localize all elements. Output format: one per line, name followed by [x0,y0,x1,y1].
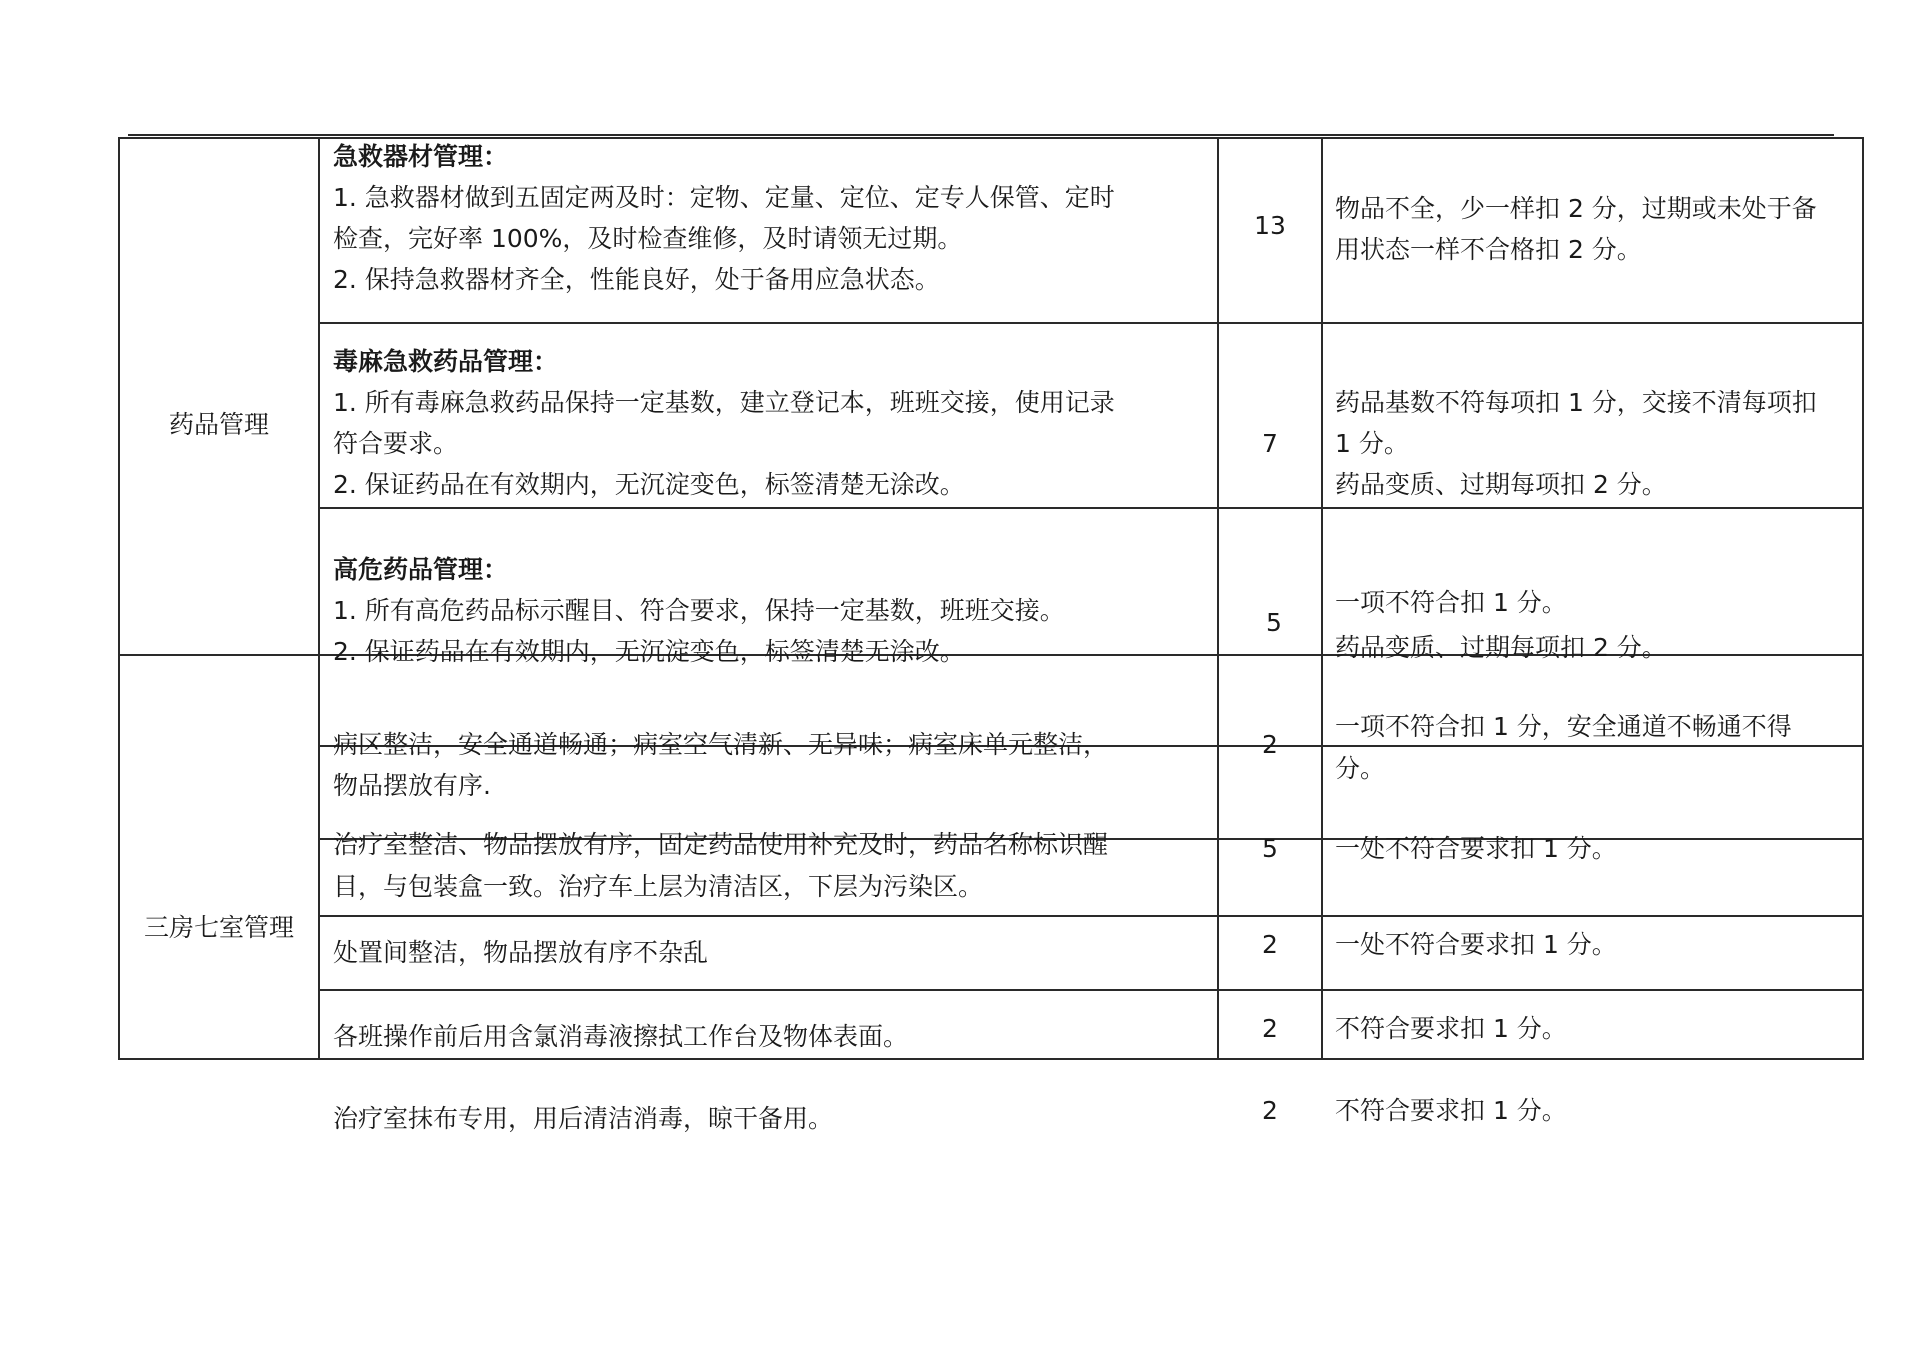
deduction-text: 1 分。 [1335,429,1409,458]
section-label-rooms-management: 三房七室管理 [143,913,294,942]
deduction-text: 一项不符合扣 1 分。 [1335,588,1567,617]
deduction-text: 药品变质、过期每项扣 2 分。 [1335,470,1667,499]
row-divider [318,915,1864,917]
deduction-text: 一处不符合要求扣 1 分。 [1335,834,1617,863]
score-value: 2 [1262,930,1278,959]
item-text: 1. 所有毒麻急救药品保持一定基数，建立登记本，班班交接，使用记录 [333,388,1115,417]
item-text: 病区整洁，安全通道畅通；病室空气清新、无异味；病室床单元整洁， [333,730,1109,759]
item-text: 物品摆放有序. [333,771,491,800]
deduction-text: 不符合要求扣 1 分。 [1335,1096,1567,1125]
score-value: 5 [1266,608,1282,637]
item-text: 检查，完好率 100%，及时检查维修，及时请领无过期。 [333,224,963,253]
item-title: 高危药品管理： [333,555,509,584]
score-value: 13 [1254,211,1286,240]
table-bottom-border [118,1058,1864,1060]
column-divider [318,137,320,1060]
item-text: 2. 保证药品在有效期内，无沉淀变色，标签清楚无涂改。 [333,637,965,666]
deduction-text: 一项不符合扣 1 分，安全通道不畅通不得 [1335,712,1792,741]
section-label-drug-management: 药品管理 [168,410,269,439]
deduction-text: 物品不全，少一样扣 2 分，过期或未处于备 [1335,194,1817,223]
item-text: 治疗室整洁、物品摆放有序，固定药品使用补充及时，药品名称标识醒 [333,830,1109,859]
deduction-text: 不符合要求扣 1 分。 [1335,1014,1567,1043]
deduction-text: 分。 [1335,754,1386,783]
column-divider [1321,137,1323,1060]
item-text: 目，与包装盒一致。治疗车上层为清洁区，下层为污染区。 [333,872,984,901]
row-divider [318,507,1864,509]
item-text: 处置间整洁，物品摆放有序不杂乱 [333,938,709,967]
item-title: 毒麻急救药品管理： [333,347,559,376]
deduction-text: 药品基数不符每项扣 1 分，交接不清每项扣 [1335,388,1817,417]
deduction-text: 用状态一样不合格扣 2 分。 [1335,235,1642,264]
score-value: 5 [1262,834,1278,863]
item-title: 急救器材管理： [333,142,509,171]
deduction-text: 一处不符合要求扣 1 分。 [1335,930,1617,959]
deduction-text: 药品变质、过期每项扣 2 分。 [1335,633,1667,662]
item-text: 2. 保证药品在有效期内，无沉淀变色，标签清楚无涂改。 [333,470,965,499]
score-value: 2 [1262,730,1278,759]
column-divider [1217,137,1219,1060]
item-text: 治疗室抹布专用，用后清洁消毒，晾干备用。 [333,1104,834,1133]
item-text: 1. 急救器材做到五固定两及时：定物、定量、定位、定专人保管、定时 [333,183,1115,212]
table-right-border [1862,137,1864,1060]
item-text: 1. 所有高危药品标示醒目、符合要求，保持一定基数，班班交接。 [333,596,1065,625]
score-value: 7 [1262,429,1278,458]
score-value: 2 [1262,1014,1278,1043]
score-value: 2 [1262,1096,1278,1125]
item-text: 符合要求。 [333,429,459,458]
row-divider [318,322,1864,324]
item-text: 各班操作前后用含氯消毒液擦拭工作台及物体表面。 [333,1022,909,1051]
row-divider [318,989,1864,991]
item-text: 2. 保持急救器材齐全，性能良好，处于备用应急状态。 [333,265,940,294]
